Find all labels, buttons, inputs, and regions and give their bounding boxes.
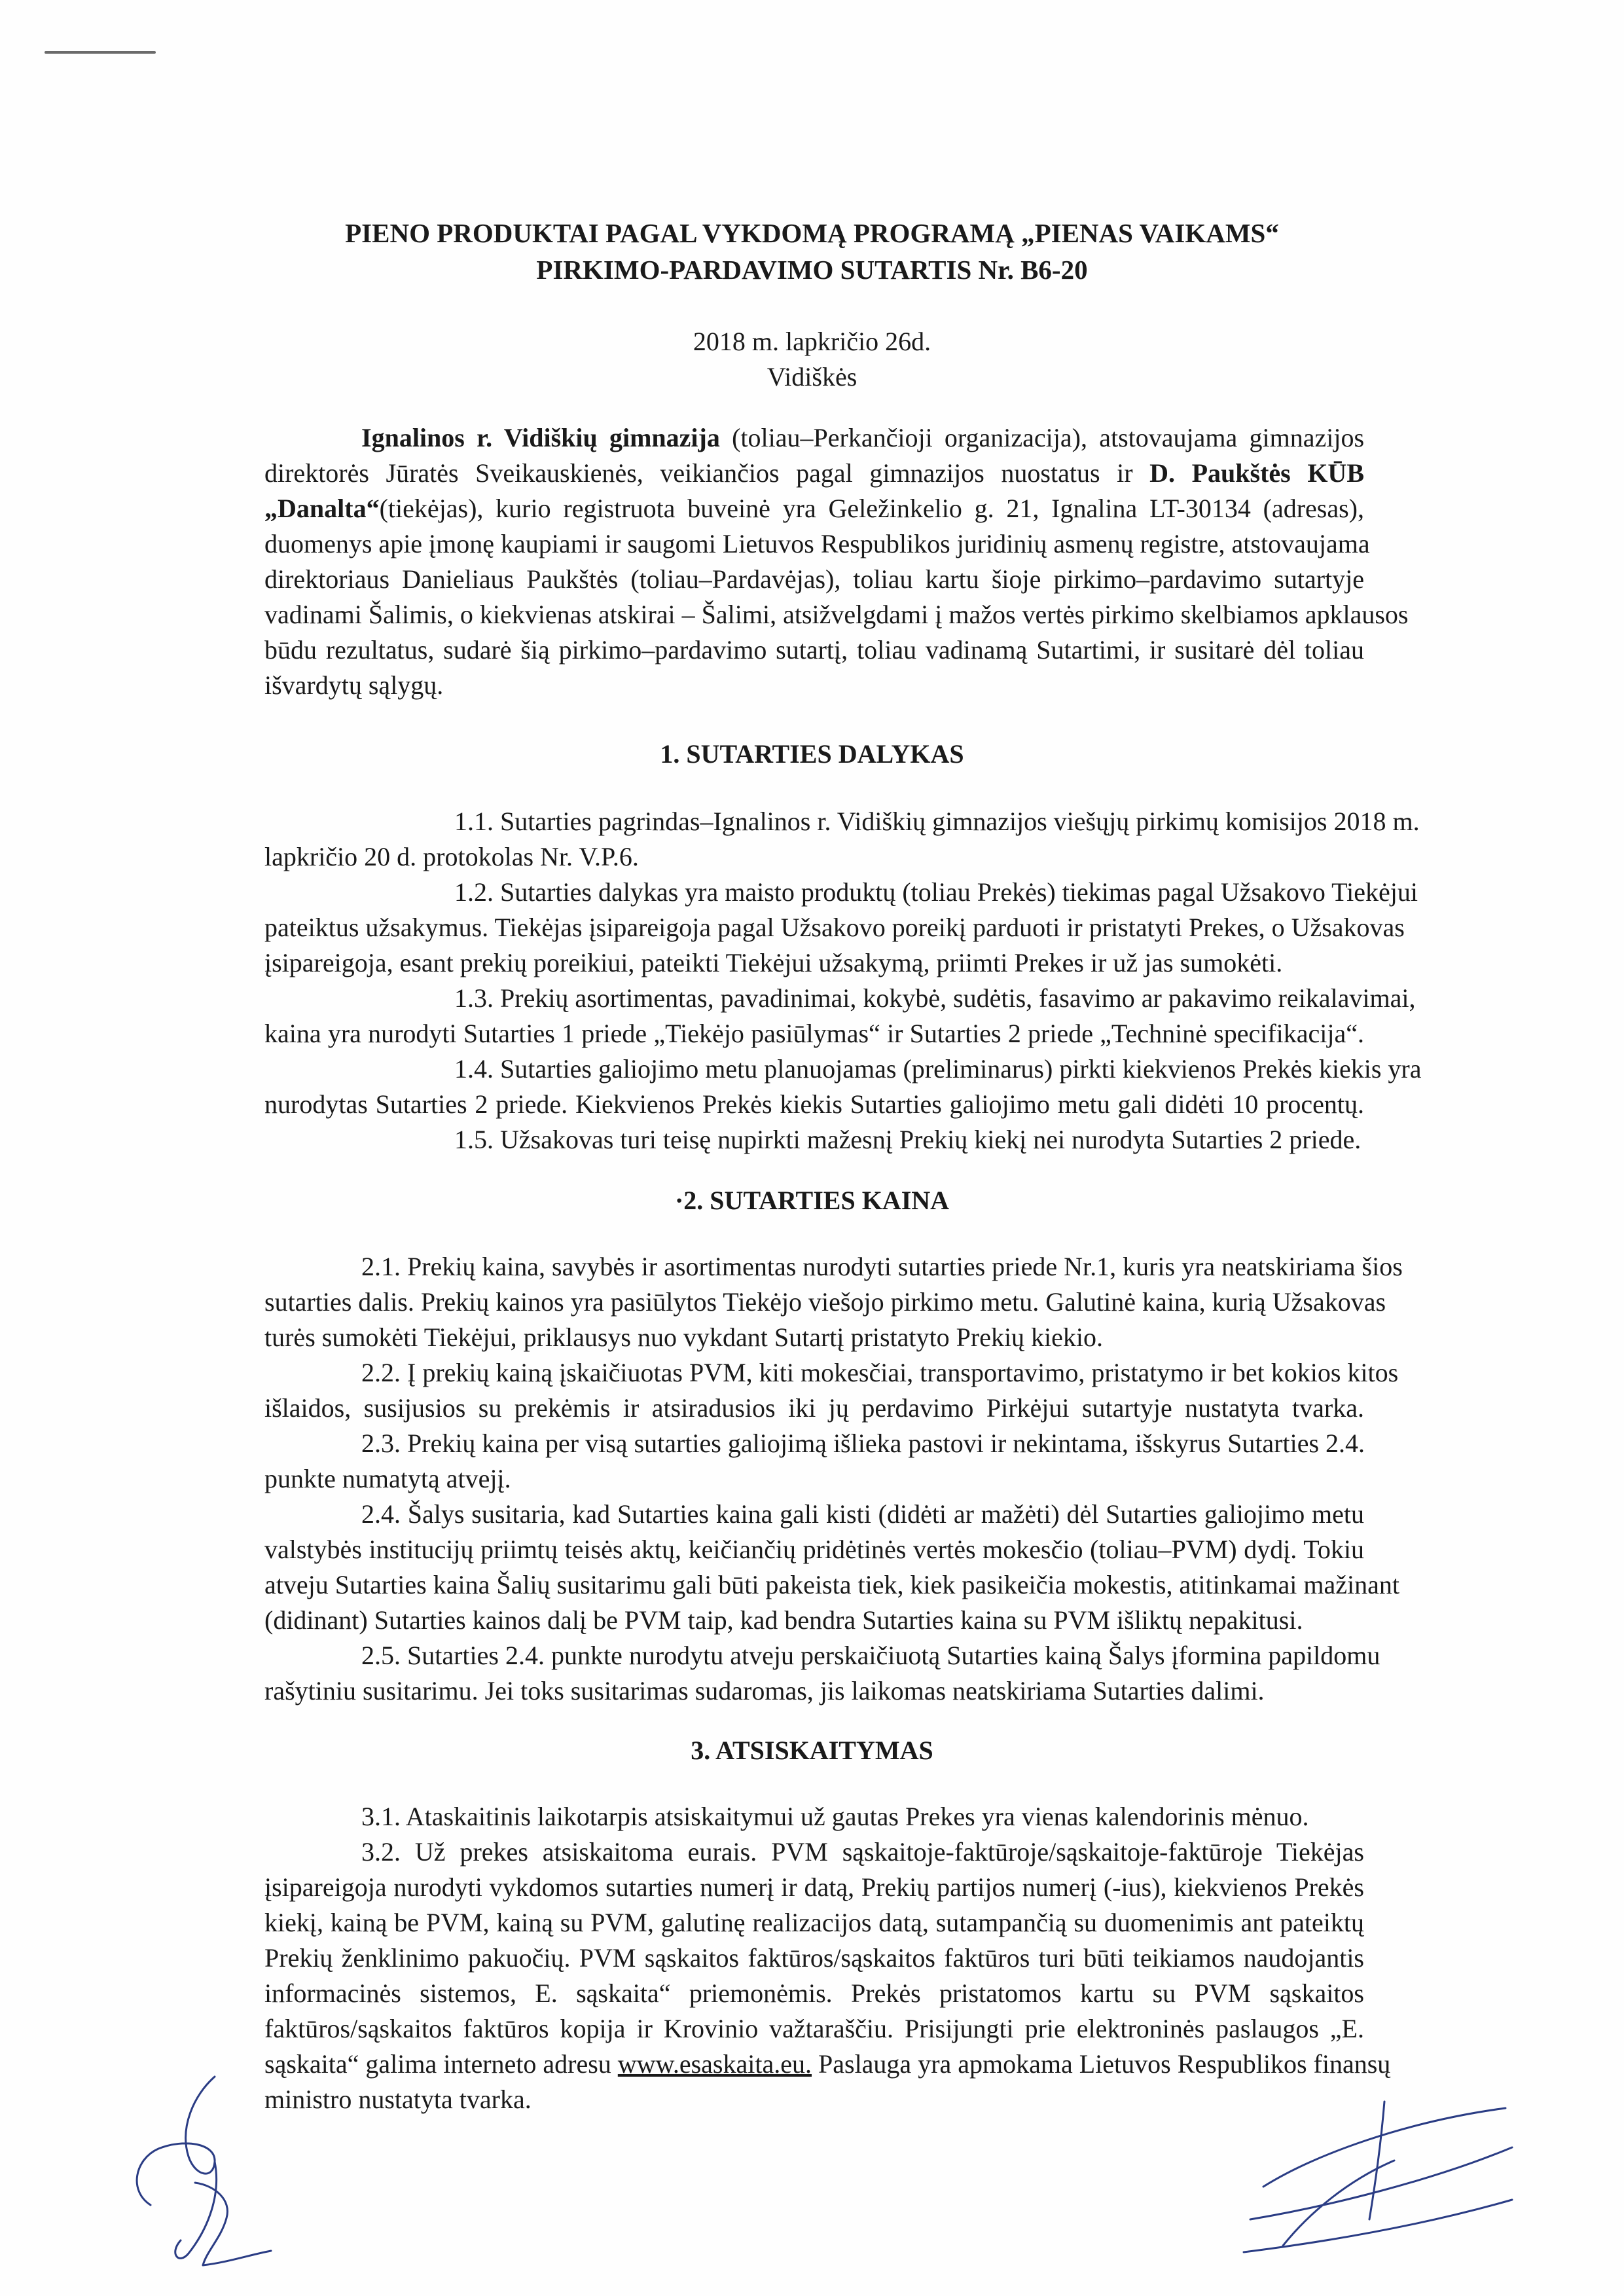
clause-line: įsipareigoja nurodyti vykdomos sutarties numerį ir datą, Prekių partijos numerį (-ius), kiekvienos Prekės (264, 1872, 1364, 1902)
clause-line: sutarties dalis. Prekių kainos yra pasiūlytos Tiekėjo viešojo pirkimo metu. Galutinė kaina, kurią Užsakovas (264, 1287, 1386, 1317)
signature-right (1224, 2082, 1525, 2278)
clause-line: faktūros/sąskaitos faktūros kopija ir Krovinio važtaraščiu. Prisijungti prie elektroninės paslaugos „E. (264, 2014, 1364, 2043)
clause-line: pateiktus užsakymus. Tiekėjas įsipareigoja pagal Užsakovo poreikį parduoti ir pristatyti Prekes, o Užsakovas (264, 913, 1405, 942)
document-place: Vidiškės (767, 362, 857, 392)
intro-line: vadinami Šalimis, o kiekvienas atskirai – Šalimi, atsižvelgdami į mažos vertės pirkimo skelbiamos apklausos (264, 600, 1409, 629)
intro-line: išvardytų sąlygų. (264, 670, 444, 700)
clause-line: turės sumokėti Tiekėjui, priklausys nuo vykdant Sutartį pristatyto Prekių kiekio. (264, 1322, 1104, 1352)
document-title-line1: PIENO PRODUKTAI PAGAL VYKDOMĄ PROGRAMĄ „PIENAS VAIKAMS“ (345, 218, 1279, 248)
clause-line: 3.1. Ataskaitinis laikotarpis atsiskaitymui už gautas Prekes yra vienas kalendorinis mėnuo. (361, 1802, 1309, 1831)
signature-left (117, 2057, 287, 2280)
clause-line: 1.1. Sutarties pagrindas–Ignalinos r. Vidiškių gimnazijos viešųjų pirkimų komisijos 2018 m. (454, 807, 1420, 836)
clause-line: 2.2. Į prekių kainą įskaičiuotas PVM, kiti mokesčiai, transportavimo, pristatymo ir bet kokios kitos (361, 1358, 1399, 1387)
clause-line: kaina yra nurodyti Sutarties 1 priede „Tiekėjo pasiūlymas“ ir Sutarties 2 priede „Techninė specifikacija“. (264, 1019, 1364, 1048)
intro-text: direktorės Jūratės Sveikauskienės, veikiančios pagal gimnazijos nuostatus ir (264, 458, 1150, 488)
intro-line: direktoriaus Danieliaus Paukštės (toliau–Pardavėjas), toliau kartu šioje pirkimo–pardavimo sutartyje (264, 564, 1364, 594)
clause-line: rašytiniu susitarimu. Jei toks susitarimas sudaromas, jis laikomas neatskiriama Sutarties dalimi. (264, 1676, 1265, 1705)
clause-line: išlaidos, susijusios su prekėmis ir atsiradusios iki jų perdavimo Pirkėjui sutartyje nustatyta tvarka. (264, 1393, 1364, 1423)
party-buyer-name: Ignalinos r. Vidiškių gimnazija (361, 423, 720, 452)
clause-line: 1.3. Prekių asortimentas, pavadinimai, kokybė, sudėtis, fasavimo ar pakavimo reikalavimai, (454, 983, 1416, 1013)
intro-text: (toliau–Perkančioji organizacija), atstovaujama gimnazijos (719, 423, 1365, 452)
section-heading: ·2. SUTARTIES KAINA (674, 1186, 950, 1215)
section-heading: 3. ATSISKAITYMAS (691, 1736, 933, 1765)
intro-line (264, 420, 1364, 456)
clause-line: lapkričio 20 d. protokolas Nr. V.P.6. (264, 842, 639, 871)
clause-line: 2.4. Šalys susitaria, kad Sutarties kaina gali kisti (didėti ar mažėti) dėl Sutarties galiojimo metu (361, 1499, 1364, 1529)
section2-body (264, 1249, 1403, 1709)
section3-body (264, 1799, 1391, 2117)
clause-text: Paslauga yra apmokama Lietuvos Respublikos finansų (812, 2049, 1391, 2079)
clause-line: 2.3. Prekių kaina per visą sutarties galiojimą išlieka pastovi ir nekintama, išskyrus Sutarties 2.4. (361, 1429, 1365, 1458)
intro-line: duomenys apie įmonę kaupiami ir saugomi Lietuvos Respublikos juridinių asmenų registre, atstovaujama (264, 529, 1370, 558)
clause-line (264, 2047, 1391, 2082)
clause-line: nurodytas Sutarties 2 priede. Kiekvienos Prekės kiekis Sutarties galiojimo metu gali didėti 10 procentų. (264, 1089, 1364, 1119)
intro-paragraph (264, 420, 1409, 703)
party-supplier-name: D. Paukštės KŪB (1149, 458, 1364, 488)
clause-line: 1.5. Užsakovas turi teisę nupirkti mažesnį Prekių kiekį nei nurodyta Sutarties 2 priede. (454, 1125, 1362, 1154)
clause-line: (didinant) Sutarties kainos dalį be PVM taip, kad bendra Sutarties kaina su PVM išliktų nepakitusi. (264, 1605, 1303, 1635)
intro-line (264, 491, 1364, 526)
clause-line: ministro nustatyta tvarka. (264, 2085, 532, 2114)
document-date: 2018 m. lapkričio 26d. (693, 327, 931, 356)
clause-line: įsipareigoja, esant prekių poreikiui, pateikti Tiekėjui užsakymą, priimti Prekes ir už jas sumokėti. (264, 948, 1283, 977)
clause-line: informacinės sistemos, E. sąskaita“ priemonėmis. Prekės pristatomos kartu su PVM sąskaitos (264, 1978, 1364, 2008)
scan-mark (45, 51, 156, 54)
clause-line: kiekį, kainą be PVM, kainą su PVM, galutinę realizacijos datą, sutampančią su duomenimis ant pateiktų (264, 1908, 1364, 1937)
clause-line: punkte numatytą atvejį. (264, 1464, 511, 1493)
esaskaita-link[interactable]: www.esaskaita.eu. (617, 2049, 812, 2079)
clause-line: atveju Sutarties kaina Šalių susitarimu gali būti pakeista tiek, kiek pasikeičia mokestis, atitinkamai mažinant (264, 1570, 1400, 1599)
section1-body (264, 804, 1422, 1157)
clause-line: 3.2. Už prekes atsiskaitoma eurais. PVM sąskaitoje-faktūroje/sąskaitoje-faktūroje Tiekėjas (361, 1837, 1364, 1867)
clause-line: 2.5. Sutarties 2.4. punkte nurodytu atveju perskaičiuotą Sutarties kainą Šalys įformina papildomu (361, 1641, 1380, 1670)
intro-text: (tiekėjas), kurio registruota buveinė yra Geležinkelio g. 21, Ignalina LT-30134 (adresas), (379, 494, 1364, 523)
clause-line: Prekių ženklinimo pakuočių. PVM sąskaitos faktūros/sąskaitos faktūros turi būti teikiamos naudojantis (264, 1943, 1364, 1973)
party-supplier-brand: „Danalta“ (264, 494, 380, 523)
clause-line: 1.4. Sutarties galiojimo metu planuojamas (preliminarus) pirkti kiekvienos Prekės kiekis yra (454, 1054, 1422, 1084)
clause-line: valstybės institucijų priimtų teisės aktų, keičiančių pridėtinės vertės mokesčio (toliau–PVM) dydį. Tokiu (264, 1535, 1364, 1564)
intro-line (264, 456, 1364, 491)
section-heading: 1. SUTARTIES DALYKAS (660, 739, 964, 769)
clause-line: 1.2. Sutarties dalykas yra maisto produktų (toliau Prekės) tiekimas pagal Užsakovo Tiekėjui (454, 877, 1418, 907)
clause-text: sąskaita“ galima interneto adresu (264, 2049, 618, 2079)
document-title-line2: PIRKIMO-PARDAVIMO SUTARTIS Nr. B6-20 (536, 255, 1088, 285)
intro-line: būdu rezultatus, sudarė šią pirkimo–pardavimo sutartį, toliau vadinamą Sutartimi, ir susitarė dėl toliau (264, 635, 1364, 665)
clause-line: 2.1. Prekių kaina, savybės ir asortimentas nurodyti sutarties priede Nr.1, kuris yra neatskiriama šios (361, 1252, 1403, 1281)
